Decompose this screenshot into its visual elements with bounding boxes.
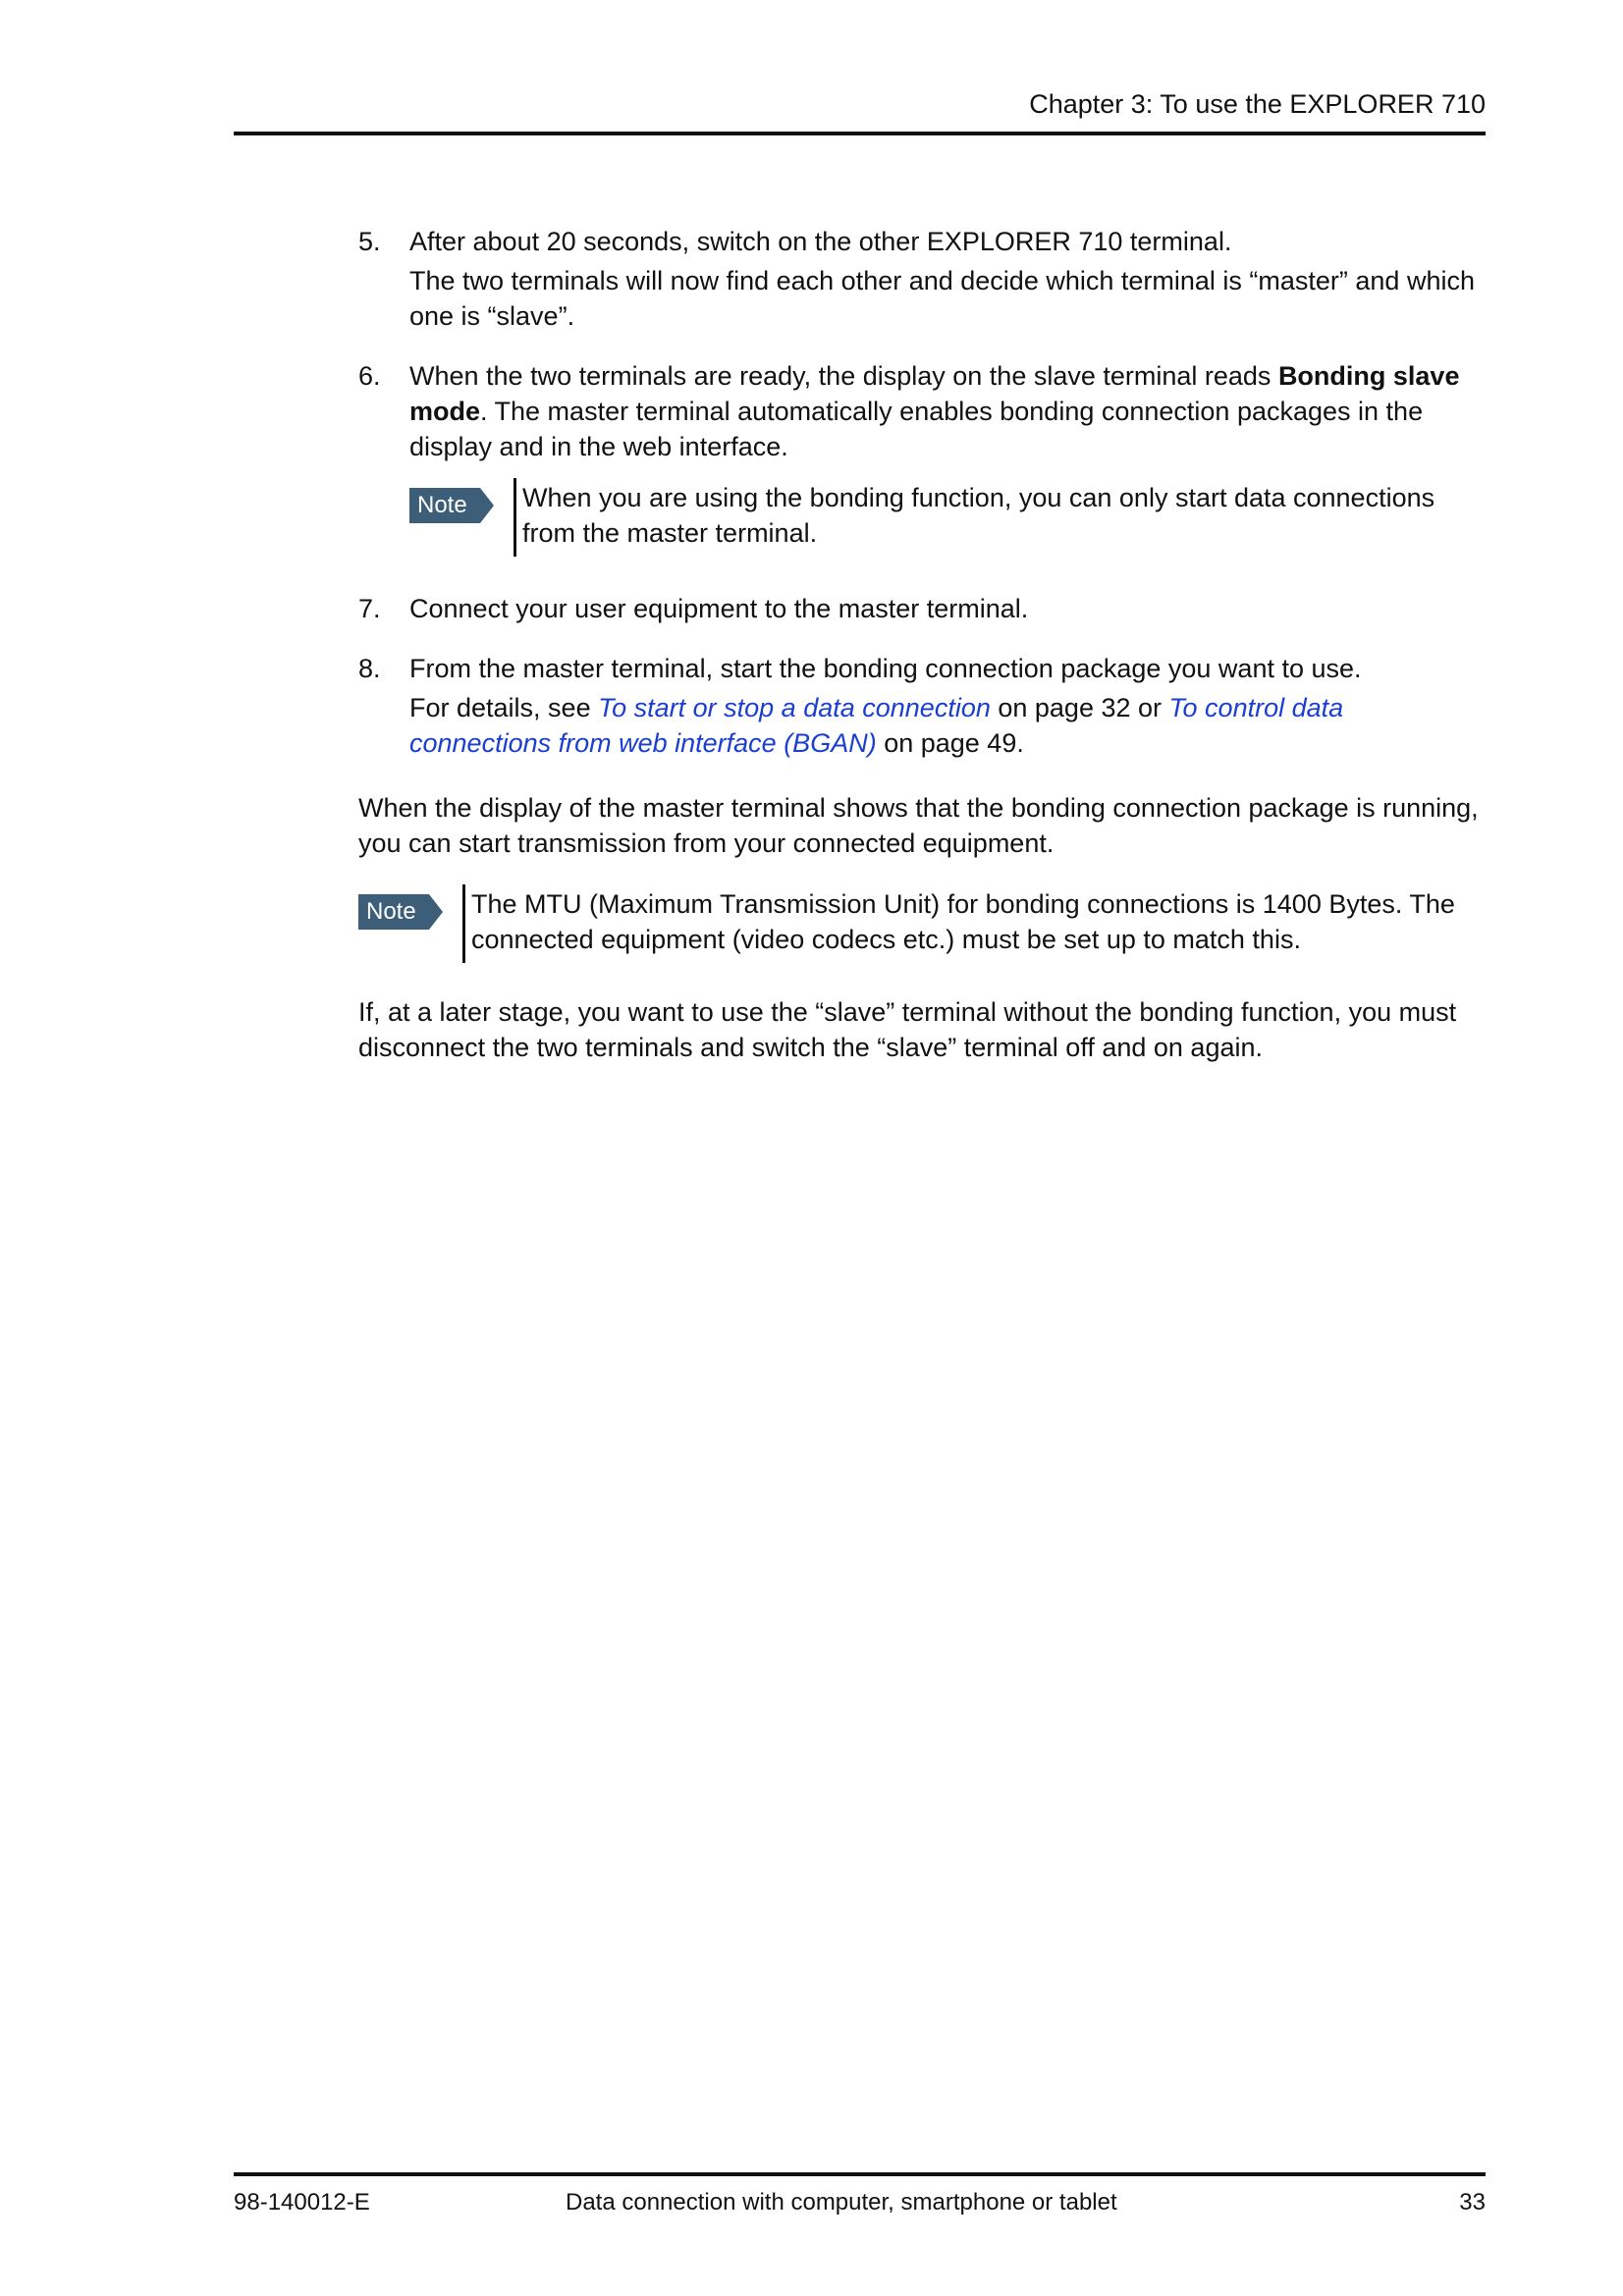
detail-prefix: For details, see	[409, 693, 599, 722]
step-text-after: . The master terminal automatically enables bonding connection packages in the display and in the web interface.	[409, 397, 1424, 461]
paragraph: When the display of the master terminal shows that the bonding connection package is running, you can start transmission from your connected equipment.	[358, 793, 1479, 858]
closing-section	[358, 790, 1486, 1089]
note-text: When you are using the bonding function, you can only start data connections from the master terminal.	[514, 478, 1486, 557]
note-label: Note	[366, 898, 416, 925]
step-text-before: When the two terminals are ready, the display on the slave terminal reads	[409, 361, 1278, 391]
page-header	[234, 88, 1486, 135]
step-detail	[409, 690, 1486, 761]
step-7	[358, 591, 1486, 626]
step-number: 5.	[358, 227, 381, 256]
step-text: After about 20 seconds, switch on the other EXPLORER 710 terminal.	[409, 227, 1232, 256]
step-number: 6.	[358, 361, 381, 391]
page-number: 33	[1459, 2189, 1486, 2216]
detail-middle: on page 32 or	[990, 693, 1169, 722]
step-detail: The two terminals will now find each other and decide which terminal is “master” and which one is “slave”.	[409, 266, 1475, 331]
step-number: 7.	[358, 594, 381, 623]
footer-section-title: Data connection with computer, smartphone or tablet	[566, 2189, 1117, 2216]
note-tag	[358, 894, 443, 930]
step-text	[409, 358, 1486, 464]
step-8	[358, 651, 1486, 761]
note-block	[358, 884, 1486, 973]
step-number: 8.	[358, 654, 381, 683]
step-text: From the master terminal, start the bonding connection package you want to use.	[409, 654, 1362, 683]
step-5	[358, 224, 1486, 334]
step-6	[358, 358, 1486, 566]
page-footer	[234, 2172, 1486, 2223]
step-text: Connect your user equipment to the master terminal.	[409, 594, 1029, 623]
note-tag	[409, 488, 494, 523]
note-text: The MTU (Maximum Transmission Unit) for bonding connections is 1400 Bytes. The connected equipment (video codecs etc.) must be set up to match this.	[462, 884, 1485, 963]
chapter-title: Chapter 3: To use the EXPLORER 710	[1029, 89, 1486, 119]
paragraph: If, at a later stage, you want to use the “slave” terminal without the bonding function, you must disconnect the two terminals and switch the “slave” terminal off and on again.	[358, 997, 1457, 1062]
detail-suffix: on page 49.	[876, 728, 1024, 758]
document-number: 98-140012-E	[234, 2189, 370, 2216]
link-control-data-connections[interactable]: To control data connections from web interface (BGAN)	[409, 693, 1344, 758]
link-start-stop-data-connection[interactable]: To start or stop a data connection	[598, 693, 991, 722]
note-label: Note	[417, 492, 467, 518]
page-content	[358, 224, 1486, 785]
note-block	[409, 478, 1486, 566]
bonding-slave-mode-term: Bonding slave mode	[409, 361, 1460, 426]
